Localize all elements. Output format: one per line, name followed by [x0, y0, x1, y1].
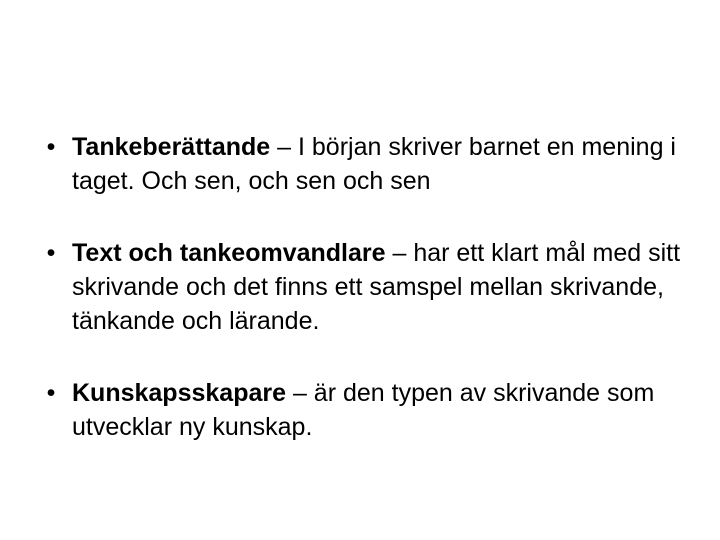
bullet-icon: •: [46, 379, 56, 407]
bullet-term: Tankeberättande: [72, 133, 271, 161]
bullet-item-text-och-tankeomvandlare: [36, 236, 686, 338]
bullet-term: Kunskapsskapare: [72, 379, 287, 407]
bullet-item-tankeberattande: [36, 130, 686, 198]
bullet-text: – har ett klart mål med sitt skrivande och det finns ett samspel mellan skrivande, tänkande och lärande.: [72, 239, 681, 335]
bullet-icon: •: [46, 133, 56, 161]
bullet-text: – är den typen av skrivande som utvecklar ny kunskap.: [72, 379, 655, 441]
bullet-icon: •: [46, 239, 56, 267]
bullet-item-kunskapsskapare: [36, 376, 686, 444]
bullet-text: – I början skriver barnet en mening i taget. Och sen, och sen och sen: [72, 133, 676, 195]
bullet-term: Text och tankeomvandlare: [72, 239, 386, 267]
bullet-list: [36, 130, 686, 444]
